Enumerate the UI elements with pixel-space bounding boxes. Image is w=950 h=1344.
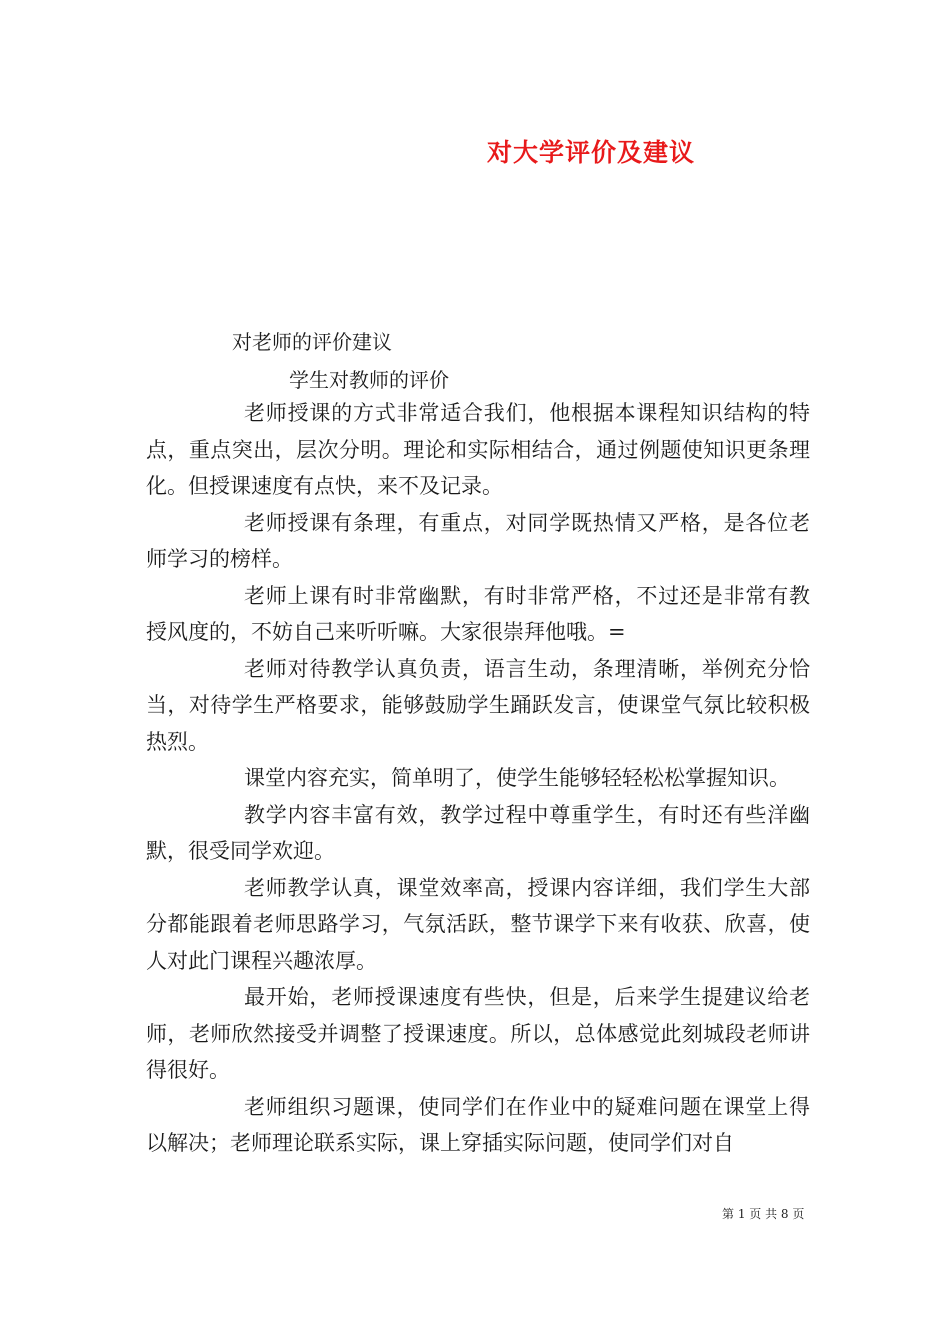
paragraph: 老师对待教学认真负责，语言生动，条理清晰，举例充分恰当，对待学生严格要求，能够鼓励学生踊跃发言，使课堂气氛比较积极热烈。 (146, 656, 810, 754)
page-number: 第 1 页 共 8 页 (722, 1207, 805, 1221)
paragraph: 老师教学认真，课堂效率高，授课内容详细，我们学生大部分都能跟着老师思路学习，气氛活跃，整节课学下来有收获、欣喜，使人对此门课程兴趣浓厚。 (146, 875, 810, 973)
section-heading: 对老师的评价建议 (232, 330, 392, 354)
body-text (146, 395, 810, 1162)
paragraph: 最开始，老师授课速度有些快，但是，后来学生提建议给老师，老师欣然接受并调整了授课速度。所以，总体感觉此刻城段老师讲得很好。 (146, 985, 810, 1082)
page-title: 对大学评价及建议 (487, 138, 696, 167)
paragraph: 老师授课有条理，有重点，对同学既热情又严格，是各位老师学习的榜样。 (146, 510, 810, 571)
paragraph: 教学内容丰富有效，教学过程中尊重学生，有时还有些洋幽默，很受同学欢迎。 (146, 802, 810, 863)
paragraph: 老师授课的方式非常适合我们，他根据本课程知识结构的特点，重点突出，层次分明。理论和实际相结合，通过例题使知识更条理化。但授课速度有点快，来不及记录。 (146, 401, 810, 498)
paragraph: 老师上课有时非常幽默，有时非常严格，不过还是非常有教授风度的，不妨自己来听听嘛。大家很崇拜他哦。= (146, 583, 810, 644)
paragraph: 课堂内容充实，简单明了，使学生能够轻轻松松掌握知识。 (244, 766, 790, 790)
paragraph: 老师组织习题课，使同学们在作业中的疑难问题在课堂上得以解决；老师理论联系实际，课上穿插实际问题，使同学们对自 (146, 1094, 810, 1155)
subsection-heading: 学生对教师的评价 (289, 368, 449, 392)
